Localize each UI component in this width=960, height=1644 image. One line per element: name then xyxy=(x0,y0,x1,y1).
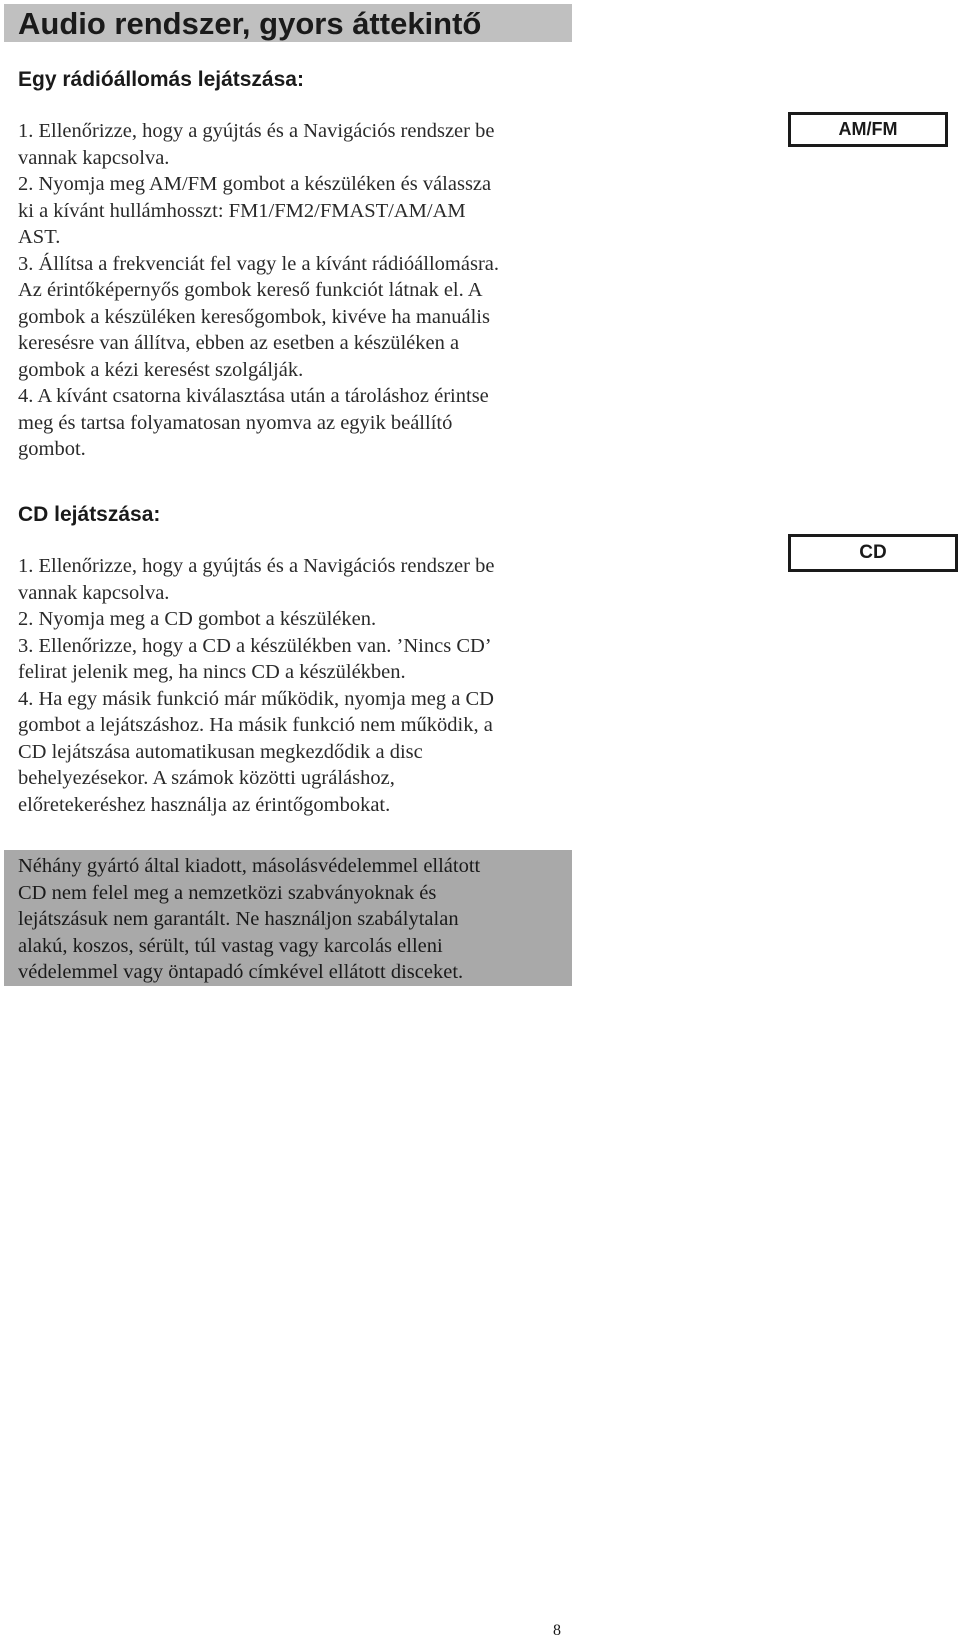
radio-line: meg és tartsa folyamatosan nyomva az egyik beállító xyxy=(18,411,453,434)
notice-line: alakú, koszos, sérült, túl vastag vagy karcolás elleni xyxy=(18,934,443,957)
radio-line: AST. xyxy=(18,226,61,248)
cd-line: felirat jelenik meg, ha nincs CD a készülékben. xyxy=(18,661,406,683)
cd-section-heading: CD lejátszása: xyxy=(18,503,161,526)
cd-line: vannak kapcsolva. xyxy=(18,581,170,604)
cd-line: 3. Ellenőrizze, hogy a CD a készülékben van. ’Nincs CD’ xyxy=(18,634,492,657)
radio-section-heading: Egy rádióállomás lejátszása: xyxy=(18,68,304,91)
notice-line: CD nem felel meg a nemzetközi szabványoknak és xyxy=(18,881,437,904)
radio-line: keresésre van állítva, ebben az esetben a készüléken a xyxy=(18,332,460,354)
radio-instructions xyxy=(18,118,578,463)
notice-line: védelemmel vagy öntapadó címkével ellátott disceket. xyxy=(18,961,464,983)
cd-line: behelyezésekor. A számok közötti ugráláshoz, xyxy=(18,767,395,789)
cd-line: gombot a lejátszáshoz. Ha másik funkció nem működik, a xyxy=(18,714,493,736)
radio-line: Az érintőképernyős gombok kereső funkciót látnak el. A xyxy=(18,279,483,301)
copy-protection-notice xyxy=(4,850,572,986)
notice-line: lejátszásuk nem garantált. Ne használjon szabálytalan xyxy=(18,908,459,930)
radio-line: gombok a kézi keresést szolgálják. xyxy=(18,358,304,381)
radio-line: vannak kapcsolva. xyxy=(18,146,170,169)
cd-instructions xyxy=(18,553,578,818)
cd-line: előretekeréshez használja az érintőgombokat. xyxy=(18,793,391,816)
am-fm-button-illustration: AM/FM xyxy=(788,112,948,147)
radio-line: gombot. xyxy=(18,438,86,460)
page-title: Audio rendszer, gyors áttekintő xyxy=(18,6,482,41)
radio-line: ki a kívánt hullámhosszt: FM1/FM2/FMAST/AM/AM xyxy=(18,199,466,222)
page-number: 8 xyxy=(553,1622,561,1639)
radio-line: 1. Ellenőrizze, hogy a gyújtás és a Navigációs rendszer be xyxy=(18,120,495,142)
title-bar xyxy=(4,4,572,42)
radio-line: gombok a készüléken keresőgombok, kivéve ha manuális xyxy=(18,305,490,328)
radio-line: 3. Állítsa a frekvenciát fel vagy le a kívánt rádióállomásra. xyxy=(18,252,499,275)
cd-line: 2. Nyomja meg a CD gombot a készüléken. xyxy=(18,608,377,630)
cd-button-illustration: CD xyxy=(788,534,958,572)
cd-line: 4. Ha egy másik funkció már működik, nyomja meg a CD xyxy=(18,687,494,710)
cd-line: 1. Ellenőrizze, hogy a gyújtás és a Navigációs rendszer be xyxy=(18,555,495,577)
cd-line: CD lejátszása automatikusan megkezdődik a disc xyxy=(18,740,423,763)
notice-line: Néhány gyártó által kiadott, másolásvédelemmel ellátott xyxy=(18,855,481,877)
radio-line: 4. A kívánt csatorna kiválasztása után a tároláshoz érintse xyxy=(18,385,489,407)
radio-line: 2. Nyomja meg AM/FM gombot a készüléken és válassza xyxy=(18,173,492,195)
